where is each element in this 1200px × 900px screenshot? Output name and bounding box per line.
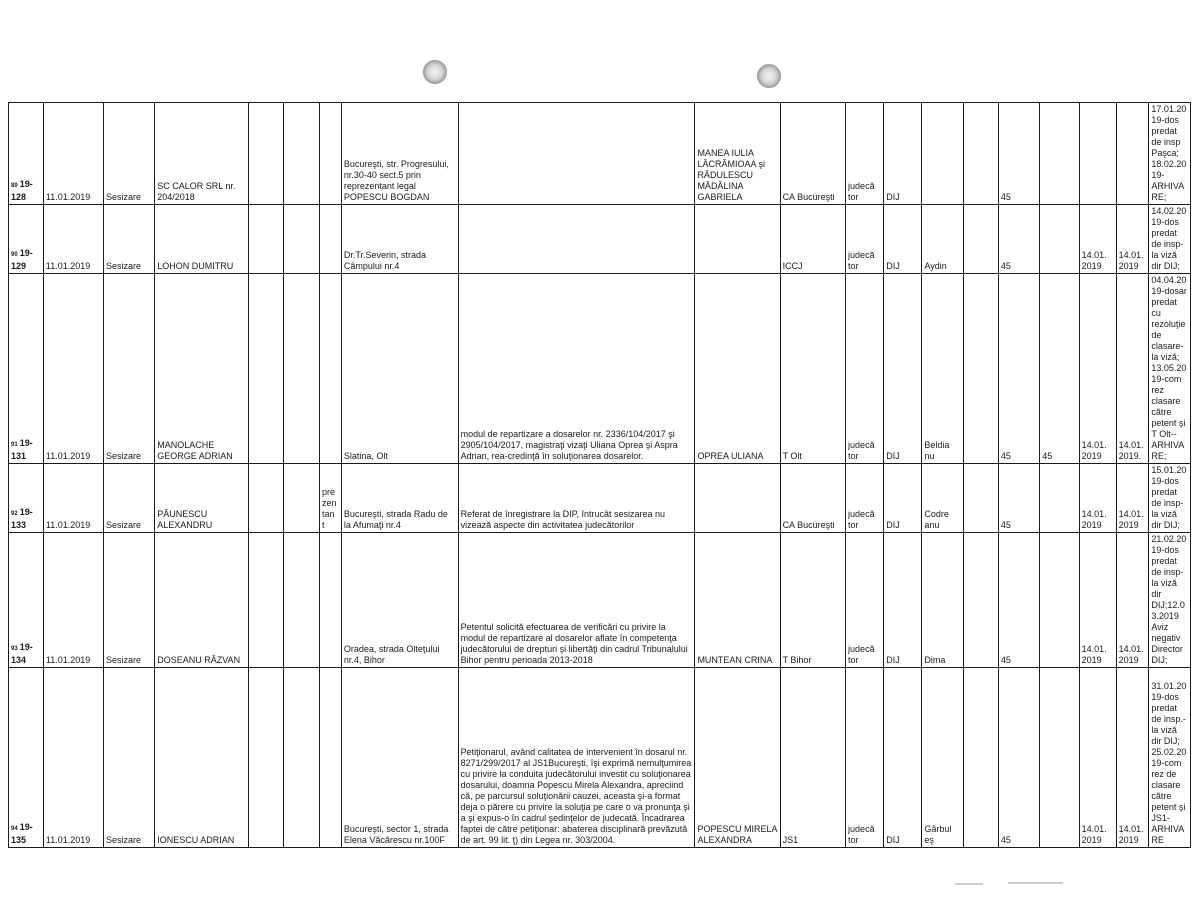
empty-cell — [249, 533, 284, 668]
empty-cell — [963, 464, 998, 533]
representative-cell — [320, 668, 342, 848]
term-days: 45 — [998, 205, 1039, 274]
empty-cell — [249, 274, 284, 464]
inspector-name — [922, 103, 963, 205]
term-days: 45 — [998, 274, 1039, 464]
registration-number: 94 19-135 — [9, 668, 44, 848]
table-row — [9, 205, 1191, 274]
document-type: Sesizare — [103, 668, 154, 848]
empty-cell — [963, 205, 998, 274]
complaint-object — [458, 205, 695, 274]
inspector-name: Dima — [922, 533, 963, 668]
petitioner-address: Oradea, strada Olteţului nr.4, Bihor — [341, 533, 458, 668]
court-name: ICCJ — [780, 205, 845, 274]
receipt-date: 14.01. 2019 — [1116, 533, 1149, 668]
complaint-object: Referat de înregistrare la DIP, întrucât sesizarea nu vizează aspecte din activitatea judecătorilor — [458, 464, 695, 533]
term-days-extended — [1040, 668, 1079, 848]
court-name: T Bihor — [780, 533, 845, 668]
representative-cell: pre zen tan t — [320, 464, 342, 533]
resolution-notes: 04.04.2019-dosar predat cu rezoluţie de clasare- la viză; 13.05.2019-com rez clasare către petent şi T Olt--ARHIVARE; — [1149, 274, 1191, 464]
complaint-object: Petentul solicită efectuarea de verificări cu privire la modul de repartizare al dosarelor aflate în competenţa judecătorului de drepturi şi libertăţi din cadrul Tribunalului Bihor pentru perioada 2013-2018 — [458, 533, 695, 668]
department: DIJ — [884, 205, 922, 274]
empty-cell — [963, 103, 998, 205]
document-type: Sesizare — [103, 103, 154, 205]
department: DIJ — [884, 103, 922, 205]
term-days-extended — [1040, 103, 1079, 205]
empty-cell — [963, 668, 998, 848]
assignment-date — [1079, 103, 1116, 205]
judge-role: judecă tor — [846, 533, 884, 668]
judge-name: POPESCU MIRELA ALEXANDRA — [695, 668, 780, 848]
resolution-notes: 31.01.2019-dos predat de insp.-la viză dir DIJ; 25.02.2019-com rez de clasare către petent şi JS1-ARHIVARE — [1149, 668, 1191, 848]
receipt-date: 14.01. 2019 — [1116, 205, 1149, 274]
judge-role: judecă tor — [846, 103, 884, 205]
petitioner: LOHON DUMITRU — [155, 205, 249, 274]
judge-role: judecă tor — [846, 464, 884, 533]
judge-role: judecă tor — [846, 668, 884, 848]
receipt-date — [1116, 103, 1149, 205]
registration-number: 90 19-129 — [9, 205, 44, 274]
registration-date: 11.01.2019 — [43, 103, 103, 205]
document-type: Sesizare — [103, 274, 154, 464]
judge-name — [695, 464, 780, 533]
empty-cell — [249, 668, 284, 848]
punch-hole-left — [423, 60, 447, 84]
document-type: Sesizare — [103, 533, 154, 668]
empty-cell — [963, 533, 998, 668]
empty-cell — [963, 274, 998, 464]
department: DIJ — [884, 668, 922, 848]
inspector-name: Aydin — [922, 205, 963, 274]
petitioner: PĂUNESCU ALEXANDRU — [155, 464, 249, 533]
petitioner: DOSEANU RĂZVAN — [155, 533, 249, 668]
table-row — [9, 464, 1191, 533]
department: DIJ — [884, 274, 922, 464]
inspector-name: Beldia nu — [922, 274, 963, 464]
table-row — [9, 103, 1191, 205]
court-name: JS1 — [780, 668, 845, 848]
judge-role: judecă tor — [846, 274, 884, 464]
assignment-date: 14.01. 2019 — [1079, 205, 1116, 274]
petitioner-address: Dr.Tr.Severin, strada Câmpului nr.4 — [341, 205, 458, 274]
table-row — [9, 274, 1191, 464]
department: DIJ — [884, 533, 922, 668]
term-days-extended: 45 — [1040, 274, 1079, 464]
term-days-extended — [1040, 533, 1079, 668]
empty-cell — [249, 205, 284, 274]
empty-cell — [284, 533, 320, 668]
term-days-extended — [1040, 205, 1079, 274]
empty-cell — [284, 205, 320, 274]
registration-date: 11.01.2019 — [43, 205, 103, 274]
judge-role: judecă tor — [846, 205, 884, 274]
representative-cell — [320, 274, 342, 464]
court-name: T Olt — [780, 274, 845, 464]
petitioner: SC CALOR SRL nr. 204/2018 — [155, 103, 249, 205]
resolution-notes: 21.02.2019-dos predat de insp-la viză dir DIJ;12.03.2019 Aviz negativ Director DIJ; — [1149, 533, 1191, 668]
complaints-register-table — [8, 102, 1191, 848]
registration-date: 11.01.2019 — [43, 533, 103, 668]
receipt-date: 14.01. 2019 — [1116, 668, 1149, 848]
registration-number: 93 19-134 — [9, 533, 44, 668]
complaint-object: Petiţionarul, având calitatea de intervenient în dosarul nr. 8271/299/2017 al JS1Bucureşti, îşi exprimă nemulţumirea cu privire la conduita judecătorului investit cu soluţionarea dosarului, doamna Popescu Mirela Alexandra, apreciind că, pe parcursul soluţionării cauzei, aceasta şi-a format deja o părere cu privire la soluţia pe care o va pronunţa şi a şi expus-o în cadrul şedinţelor de judecată. Încadrarea faptei de către petiţionar: abaterea disciplinară prevăzută de art. 99 lit. ţ) din Legea nr. 303/2004. — [458, 668, 695, 848]
petitioner: IONESCU ADRIAN — [155, 668, 249, 848]
petitioner-address: Bucureşti, str. Progresului, nr.30-40 sect.5 prin reprezentant legal POPESCU BOGDAN — [341, 103, 458, 205]
empty-cell — [284, 103, 320, 205]
term-days: 45 — [998, 464, 1039, 533]
empty-cell — [249, 103, 284, 205]
assignment-date: 14.01. 2019 — [1079, 533, 1116, 668]
empty-cell — [284, 274, 320, 464]
document-type: Sesizare — [103, 205, 154, 274]
term-days-extended — [1040, 464, 1079, 533]
term-days: 45 — [998, 533, 1039, 668]
registration-date: 11.01.2019 — [43, 274, 103, 464]
representative-cell — [320, 205, 342, 274]
court-name: CA Bucureşti — [780, 103, 845, 205]
judge-name: MUNTEAN CRINA — [695, 533, 780, 668]
petitioner-address: Bucureşti, sector 1, strada Elena Văcărescu nr.100F — [341, 668, 458, 848]
document-type: Sesizare — [103, 464, 154, 533]
judge-name: OPREA ULIANA — [695, 274, 780, 464]
resolution-notes: 15.01.2019-dos predat de insp-la viză dir DIJ; — [1149, 464, 1191, 533]
petitioner-address: Bucureşti, strada Radu de la Afumaţi nr.4 — [341, 464, 458, 533]
empty-cell — [249, 464, 284, 533]
registration-number: 89 19-128 — [9, 103, 44, 205]
judge-name: MANEA IULIA LĂCRĂMIOAA şi RĂDULESCU MĂDĂLINA GABRIELA — [695, 103, 780, 205]
scan-smudge — [955, 883, 983, 885]
resolution-notes: 14.02.2019-dos predat de insp-la viză dir DIJ; — [1149, 205, 1191, 274]
representative-cell — [320, 103, 342, 205]
scan-smudge — [1008, 882, 1063, 884]
registration-date: 11.01.2019 — [43, 668, 103, 848]
receipt-date: 14.01. 2019. — [1116, 274, 1149, 464]
court-name: CA Bucureşti — [780, 464, 845, 533]
department: DIJ — [884, 464, 922, 533]
registration-date: 11.01.2019 — [43, 464, 103, 533]
complaint-object — [458, 103, 695, 205]
petitioner: MANOLACHE GEORGE ADRIAN — [155, 274, 249, 464]
petitioner-address: Slatina, Olt — [341, 274, 458, 464]
term-days: 45 — [998, 103, 1039, 205]
term-days: 45 — [998, 668, 1039, 848]
assignment-date: 14.01. 2019 — [1079, 274, 1116, 464]
registration-number: 92 19-133 — [9, 464, 44, 533]
inspector-name: Gârbul eş — [922, 668, 963, 848]
assignment-date: 14.01. 2019 — [1079, 464, 1116, 533]
punch-hole-right — [757, 64, 781, 88]
registration-number: 91 19-131 — [9, 274, 44, 464]
empty-cell — [284, 668, 320, 848]
judge-name — [695, 205, 780, 274]
inspector-name: Codre anu — [922, 464, 963, 533]
complaint-object: modul de repartizare a dosarelor nr. 2336/104/2017 şi 2905/104/2017, magistraţi vizaţi Uliana Oprea şi Aspra Adrian, rea-credinţă în soluţionarea dosarelor. — [458, 274, 695, 464]
resolution-notes: 17.01.2019-dos predat de insp Paşca; 18.02.2019-ARHIVARE; — [1149, 103, 1191, 205]
table-row — [9, 533, 1191, 668]
assignment-date: 14.01. 2019 — [1079, 668, 1116, 848]
empty-cell — [284, 464, 320, 533]
table-row — [9, 668, 1191, 848]
representative-cell — [320, 533, 342, 668]
receipt-date: 14.01. 2019 — [1116, 464, 1149, 533]
